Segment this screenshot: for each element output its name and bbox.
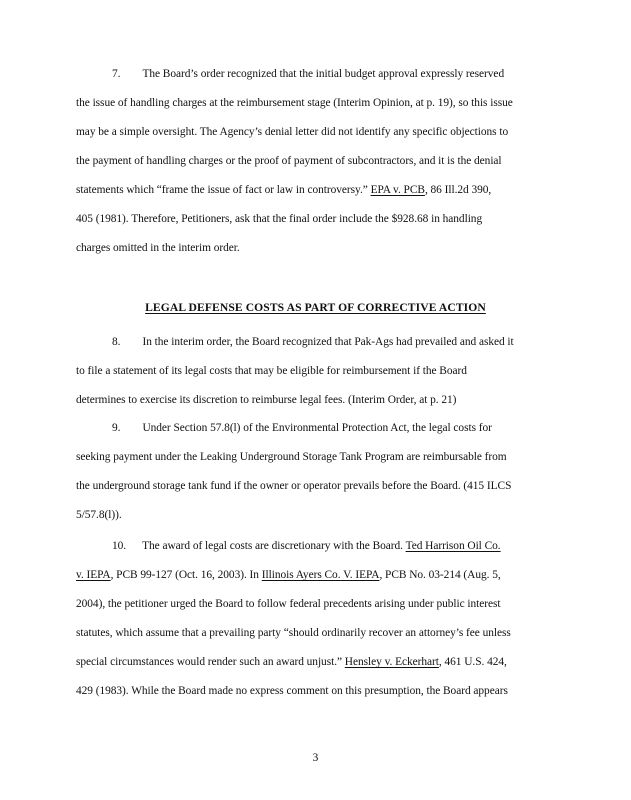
paragraph-9-line: the underground storage tank fund if the owner or operator prevails before the Board. (415 ILCS — [76, 480, 512, 492]
paragraph-10-line: 429 (1983). While the Board made no express comment on this presumption, the Board appears — [76, 685, 508, 697]
paragraph-10-line: v. IEPA, PCB 99-127 (Oct. 16, 2003). In Illinois Ayers Co. V. IEPA, PCB No. 03-214 (Aug. 5, — [76, 569, 501, 581]
paragraph-10-line: 2004), the petitioner urged the Board to follow federal precedents arising under public interest — [76, 598, 501, 610]
paragraph-10 — [76, 538, 556, 712]
paragraph-number: 7. — [112, 68, 121, 80]
case-citation: Ted Harrison Oil Co. — [405, 540, 501, 552]
paragraph-7-line: 7. The Board’s order recognized that the initial budget approval expressly reserved — [112, 68, 505, 80]
page-number: 3 — [312, 752, 319, 764]
paragraph-9-line: 9. Under Section 57.8(l) of the Environmental Protection Act, the legal costs for — [112, 422, 492, 434]
case-citation: EPA v. PCB — [370, 184, 425, 196]
section-heading: LEGAL DEFENSE COSTS AS PART OF CORRECTIVE ACTION — [145, 301, 486, 314]
paragraph-9 — [76, 420, 556, 536]
paragraph-7 — [76, 66, 556, 269]
paragraph-7-line: 405 (1981). Therefore, Petitioners, ask that the final order include the $928.68 in handling — [76, 213, 483, 225]
paragraph-9-line: 5/57.8(l)). — [76, 509, 122, 521]
paragraph-8-line: to file a statement of its legal costs that may be eligible for reimbursement if the Board — [76, 365, 467, 377]
paragraph-9-line: seeking payment under the Leaking Underground Storage Tank Program are reimbursable from — [76, 451, 507, 463]
paragraph-10-line: 10. The award of legal costs are discretionary with the Board. Ted Harrison Oil Co. — [112, 540, 501, 552]
paragraph-7-line: the payment of handling charges or the proof of payment of subcontractors, and it is the denial — [76, 155, 502, 167]
paragraph-8-line: determines to exercise its discretion to reimburse legal fees. (Interim Order, at p. 21) — [76, 394, 457, 406]
paragraph-10-line: special circumstances would render such an award unjust.” Hensley v. Eckerhart, 461 U.S. 424, — [76, 656, 507, 668]
paragraph-8 — [76, 334, 556, 421]
case-citation: Illinois Ayers Co. V. IEPA — [261, 569, 380, 581]
paragraph-number: 9. — [112, 422, 121, 434]
paragraph-number: 8. — [112, 336, 121, 348]
paragraph-number: 10. — [112, 540, 127, 552]
paragraph-8-line: 8. In the interim order, the Board recognized that Pak-Ags had prevailed and asked it — [112, 336, 514, 348]
paragraph-7-line: statements which “frame the issue of fact or law in controversy.” EPA v. PCB, 86 Ill.2d 390, — [76, 184, 492, 196]
paragraph-10-line: statutes, which assume that a prevailing party “should ordinarily recover an attorney’s fee unless — [76, 627, 511, 639]
paragraph-7-line: may be a simple oversight. The Agency’s denial letter did not identify any specific objections to — [76, 126, 509, 138]
case-citation: v. IEPA — [76, 569, 111, 581]
paragraph-7-line: the issue of handling charges at the reimbursement stage (Interim Opinion, at p. 19), so this issue — [76, 97, 513, 109]
case-citation: Hensley v. Eckerhart — [344, 656, 439, 668]
paragraph-7-line: charges omitted in the interim order. — [76, 242, 240, 254]
